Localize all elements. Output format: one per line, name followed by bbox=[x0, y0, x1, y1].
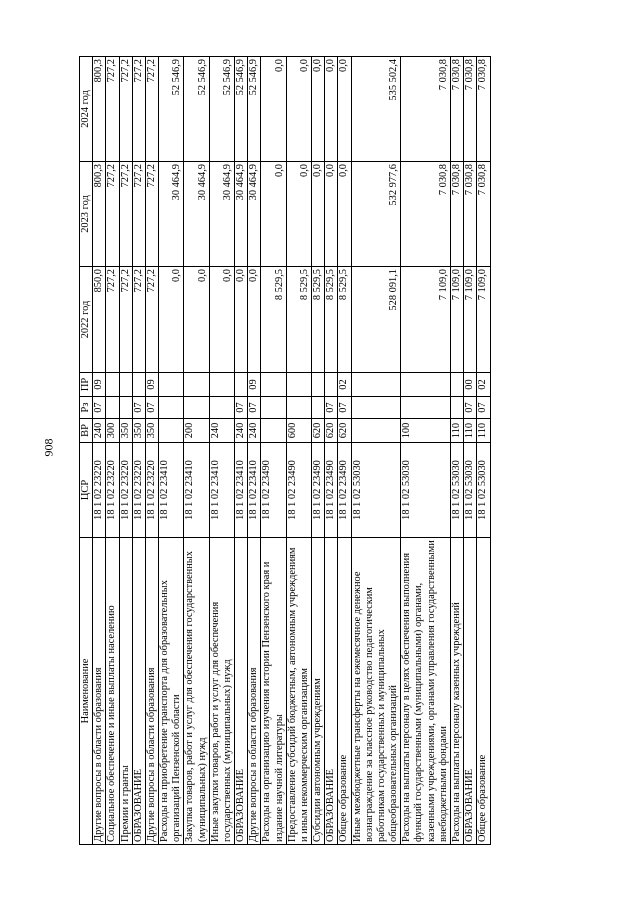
cell-2024: 7 030,8 bbox=[477, 57, 490, 162]
table-row bbox=[450, 57, 463, 845]
cell-csr: 18 1 02 53030 bbox=[450, 443, 463, 538]
table-row bbox=[159, 57, 184, 845]
cell-pr: 02 bbox=[338, 373, 351, 397]
cell-name: Иные закупки товаров, работ и услуг для обеспечения государственных (муниципальных) нужд bbox=[209, 538, 234, 845]
cell-rz: 07 bbox=[93, 397, 106, 419]
cell-csr: 18 1 02 53030 bbox=[477, 443, 490, 538]
cell-2024: 727,2 bbox=[132, 57, 145, 162]
cell-pr bbox=[401, 373, 451, 397]
cell-2022: 0,0 bbox=[235, 267, 248, 373]
cell-rz bbox=[159, 397, 184, 419]
table-row bbox=[145, 57, 158, 845]
cell-2023: 532 977,6 bbox=[351, 162, 401, 267]
col-header-name: Наименование bbox=[80, 538, 93, 845]
cell-name: Расходы на организацию изучения истории Пензенского края и издание научной литературы bbox=[261, 538, 286, 845]
cell-2023: 727,2 bbox=[145, 162, 158, 267]
cell-name: Общее образование bbox=[477, 538, 490, 845]
cell-name: Расходы на выплаты персоналу в целях обеспечения выполнения функций государственными (муниципальными) органами, казенными учреждениями, органами управления государственными внебюджетными фондами bbox=[401, 538, 451, 845]
cell-pr bbox=[132, 373, 145, 397]
cell-name: Другие вопросы в области образования bbox=[145, 538, 158, 845]
cell-pr bbox=[159, 373, 184, 397]
cell-vr: 620 bbox=[338, 419, 351, 443]
col-header-pr: ПР bbox=[80, 373, 93, 397]
cell-2024: 52 546,9 bbox=[159, 57, 184, 162]
cell-name: Иные межбюджетные трансферты на ежемесячное денежное вознаграждение за классное руководство педагогическим работникам государственных и муниципальных общеобразовательных организаций bbox=[351, 538, 401, 845]
cell-vr bbox=[159, 419, 184, 443]
cell-rz bbox=[261, 397, 286, 419]
cell-2023: 0,0 bbox=[261, 162, 286, 267]
cell-2023: 30 464,9 bbox=[235, 162, 248, 267]
col-header-rz: Рз bbox=[80, 397, 93, 419]
cell-csr: 18 1 02 23410 bbox=[184, 443, 209, 538]
cell-name: Общее образование bbox=[338, 538, 351, 845]
cell-2022: 0,0 bbox=[209, 267, 234, 373]
cell-name: Социальное обеспечение и иные выплаты населению bbox=[106, 538, 119, 845]
cell-csr: 18 1 02 23490 bbox=[286, 443, 311, 538]
table-row bbox=[184, 57, 209, 845]
cell-csr: 18 1 02 23490 bbox=[312, 443, 325, 538]
table-row bbox=[106, 57, 119, 845]
cell-rz: 07 bbox=[325, 397, 338, 419]
cell-pr: 00 bbox=[464, 373, 477, 397]
cell-2022: 7 109,0 bbox=[450, 267, 463, 373]
cell-2022: 8 529,5 bbox=[338, 267, 351, 373]
cell-2022: 528 091,1 bbox=[351, 267, 401, 373]
table-row bbox=[401, 57, 451, 845]
cell-rz bbox=[450, 397, 463, 419]
cell-2022: 7 109,0 bbox=[401, 267, 451, 373]
cell-pr bbox=[351, 373, 401, 397]
table-row bbox=[464, 57, 477, 845]
table-row bbox=[119, 57, 132, 845]
table-row bbox=[248, 57, 261, 845]
table-row bbox=[209, 57, 234, 845]
cell-csr: 18 1 02 23410 bbox=[209, 443, 234, 538]
cell-2024: 727,2 bbox=[145, 57, 158, 162]
cell-pr bbox=[106, 373, 119, 397]
cell-2024: 0,0 bbox=[312, 57, 325, 162]
cell-2022: 0,0 bbox=[184, 267, 209, 373]
cell-vr: 240 bbox=[93, 419, 106, 443]
table-row bbox=[93, 57, 106, 845]
cell-vr bbox=[261, 419, 286, 443]
cell-vr: 200 bbox=[184, 419, 209, 443]
cell-vr: 350 bbox=[145, 419, 158, 443]
col-header-csr: ЦСР bbox=[80, 443, 93, 538]
cell-2022: 7 109,0 bbox=[477, 267, 490, 373]
cell-rz: 07 bbox=[248, 397, 261, 419]
table-row bbox=[477, 57, 490, 845]
col-header-2024: 2024 год bbox=[80, 57, 93, 162]
cell-vr: 350 bbox=[119, 419, 132, 443]
cell-2023: 30 464,9 bbox=[209, 162, 234, 267]
cell-pr bbox=[261, 373, 286, 397]
cell-csr: 18 1 02 53030 bbox=[401, 443, 451, 538]
cell-2022: 727,2 bbox=[119, 267, 132, 373]
cell-pr bbox=[312, 373, 325, 397]
cell-csr: 18 1 02 23490 bbox=[261, 443, 286, 538]
cell-2023: 7 030,8 bbox=[401, 162, 451, 267]
cell-2023: 7 030,8 bbox=[477, 162, 490, 267]
cell-2023: 0,0 bbox=[312, 162, 325, 267]
table-row bbox=[235, 57, 248, 845]
cell-2022: 8 529,5 bbox=[325, 267, 338, 373]
cell-2024: 0,0 bbox=[325, 57, 338, 162]
cell-2023: 30 464,9 bbox=[248, 162, 261, 267]
cell-pr: 09 bbox=[145, 373, 158, 397]
cell-vr: 300 bbox=[106, 419, 119, 443]
cell-2023: 7 030,8 bbox=[450, 162, 463, 267]
cell-2024: 0,0 bbox=[286, 57, 311, 162]
cell-name: ОБРАЗОВАНИЕ bbox=[464, 538, 477, 845]
cell-2024: 52 546,9 bbox=[184, 57, 209, 162]
table-row bbox=[312, 57, 325, 845]
cell-rz: 07 bbox=[132, 397, 145, 419]
cell-csr: 18 1 02 23410 bbox=[248, 443, 261, 538]
page-number: 908 bbox=[41, 438, 56, 457]
cell-2023: 0,0 bbox=[325, 162, 338, 267]
cell-pr bbox=[184, 373, 209, 397]
table-header-row bbox=[80, 57, 93, 845]
table-row bbox=[351, 57, 401, 845]
col-header-2023: 2023 год bbox=[80, 162, 93, 267]
table-row bbox=[132, 57, 145, 845]
cell-pr bbox=[450, 373, 463, 397]
cell-pr bbox=[325, 373, 338, 397]
cell-name: Другие вопросы в области образования bbox=[248, 538, 261, 845]
cell-2024: 52 546,9 bbox=[248, 57, 261, 162]
col-header-vr: ВР bbox=[80, 419, 93, 443]
cell-pr: 02 bbox=[477, 373, 490, 397]
cell-rz: 07 bbox=[338, 397, 351, 419]
cell-2024: 800,3 bbox=[93, 57, 106, 162]
cell-rz bbox=[119, 397, 132, 419]
cell-2022: 8 529,5 bbox=[286, 267, 311, 373]
cell-rz bbox=[209, 397, 234, 419]
cell-2024: 535 502,4 bbox=[351, 57, 401, 162]
cell-rz bbox=[351, 397, 401, 419]
cell-name: Другие вопросы в области образования bbox=[93, 538, 106, 845]
table-row bbox=[325, 57, 338, 845]
cell-name: ОБРАЗОВАНИЕ bbox=[325, 538, 338, 845]
cell-2024: 0,0 bbox=[261, 57, 286, 162]
cell-2023: 727,2 bbox=[106, 162, 119, 267]
col-header-2022: 2022 год bbox=[80, 267, 93, 373]
cell-2022: 727,2 bbox=[132, 267, 145, 373]
cell-csr: 18 1 02 23220 bbox=[119, 443, 132, 538]
cell-2024: 7 030,8 bbox=[401, 57, 451, 162]
cell-vr: 110 bbox=[464, 419, 477, 443]
cell-csr: 18 1 02 23410 bbox=[235, 443, 248, 538]
cell-2024: 727,2 bbox=[119, 57, 132, 162]
cell-pr bbox=[286, 373, 311, 397]
cell-csr: 18 1 02 23490 bbox=[325, 443, 338, 538]
cell-2022: 8 529,5 bbox=[312, 267, 325, 373]
cell-2022: 850,0 bbox=[93, 267, 106, 373]
cell-pr bbox=[119, 373, 132, 397]
budget-table-container bbox=[79, 57, 609, 845]
cell-name: Закупка товаров, работ и услуг для обеспечения государственных (муниципальных) нужд bbox=[184, 538, 209, 845]
cell-2024: 7 030,8 bbox=[464, 57, 477, 162]
cell-name: Премии и гранты bbox=[119, 538, 132, 845]
cell-pr bbox=[209, 373, 234, 397]
cell-vr: 110 bbox=[450, 419, 463, 443]
cell-csr: 18 1 02 53030 bbox=[464, 443, 477, 538]
cell-2023: 7 030,8 bbox=[464, 162, 477, 267]
cell-2024: 7 030,8 bbox=[450, 57, 463, 162]
cell-rz: 07 bbox=[477, 397, 490, 419]
cell-csr: 18 1 02 23220 bbox=[106, 443, 119, 538]
cell-pr bbox=[235, 373, 248, 397]
cell-vr bbox=[351, 419, 401, 443]
cell-rz: 07 bbox=[464, 397, 477, 419]
cell-name: Субсидии автономным учреждениям bbox=[312, 538, 325, 845]
cell-2023: 800,3 bbox=[93, 162, 106, 267]
cell-2022: 727,2 bbox=[106, 267, 119, 373]
table-row bbox=[286, 57, 311, 845]
cell-2022: 0,0 bbox=[248, 267, 261, 373]
cell-rz bbox=[184, 397, 209, 419]
cell-name: Расходы на приобретение транспорта для образовательных организаций Пензенской области bbox=[159, 538, 184, 845]
cell-csr: 18 1 02 23220 bbox=[145, 443, 158, 538]
cell-rz bbox=[401, 397, 451, 419]
cell-csr: 18 1 02 23410 bbox=[159, 443, 184, 538]
cell-rz bbox=[286, 397, 311, 419]
cell-vr: 100 bbox=[401, 419, 451, 443]
cell-2023: 0,0 bbox=[286, 162, 311, 267]
cell-name: Расходы на выплаты персоналу казенных учреждений bbox=[450, 538, 463, 845]
cell-csr: 18 1 02 23220 bbox=[93, 443, 106, 538]
table-row bbox=[261, 57, 286, 845]
cell-2024: 52 546,9 bbox=[235, 57, 248, 162]
table-row bbox=[338, 57, 351, 845]
cell-pr: 09 bbox=[93, 373, 106, 397]
cell-vr: 620 bbox=[312, 419, 325, 443]
cell-csr: 18 1 02 53030 bbox=[351, 443, 401, 538]
cell-name: ОБРАЗОВАНИЕ bbox=[132, 538, 145, 845]
cell-vr: 110 bbox=[477, 419, 490, 443]
budget-table bbox=[79, 56, 491, 845]
cell-pr: 09 bbox=[248, 373, 261, 397]
cell-csr: 18 1 02 23490 bbox=[338, 443, 351, 538]
cell-rz bbox=[106, 397, 119, 419]
cell-vr: 240 bbox=[235, 419, 248, 443]
cell-2024: 727,2 bbox=[106, 57, 119, 162]
cell-rz: 07 bbox=[145, 397, 158, 419]
cell-name: ОБРАЗОВАНИЕ bbox=[235, 538, 248, 845]
cell-rz: 07 bbox=[235, 397, 248, 419]
cell-2023: 0,0 bbox=[338, 162, 351, 267]
cell-2023: 30 464,9 bbox=[184, 162, 209, 267]
cell-2023: 727,2 bbox=[132, 162, 145, 267]
cell-vr: 240 bbox=[248, 419, 261, 443]
cell-2024: 0,0 bbox=[338, 57, 351, 162]
cell-rz bbox=[312, 397, 325, 419]
cell-2022: 0,0 bbox=[159, 267, 184, 373]
cell-vr: 240 bbox=[209, 419, 234, 443]
cell-2022: 8 529,5 bbox=[261, 267, 286, 373]
cell-2022: 727,2 bbox=[145, 267, 158, 373]
cell-2022: 7 109,0 bbox=[464, 267, 477, 373]
cell-vr: 350 bbox=[132, 419, 145, 443]
cell-2023: 727,2 bbox=[119, 162, 132, 267]
cell-name: Предоставление субсидий бюджетным, автономным учреждениям и иным некоммерческим организациям bbox=[286, 538, 311, 845]
cell-vr: 600 bbox=[286, 419, 311, 443]
cell-vr: 620 bbox=[325, 419, 338, 443]
cell-2024: 52 546,9 bbox=[209, 57, 234, 162]
cell-2023: 30 464,9 bbox=[159, 162, 184, 267]
cell-csr: 18 1 02 23220 bbox=[132, 443, 145, 538]
